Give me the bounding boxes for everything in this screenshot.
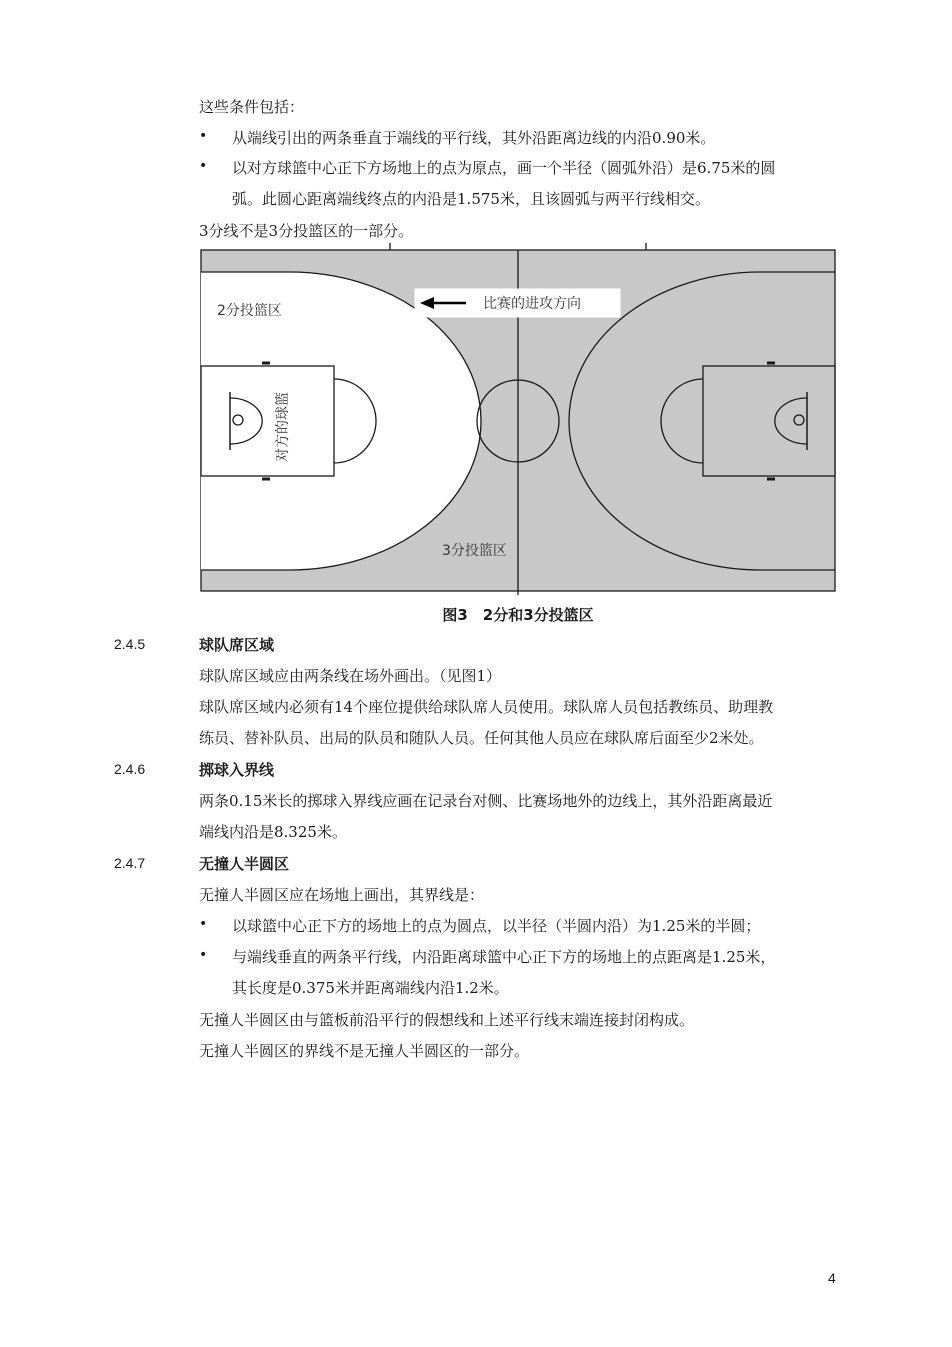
section-title: 球队席区域 (199, 636, 275, 654)
bullet-icon: • (199, 158, 208, 174)
intro-lead: 这些条件包括： (199, 98, 305, 116)
section-number: 2.4.6 (114, 761, 146, 777)
section-title: 无撞人半圆区 (199, 855, 290, 873)
list-item: 与端线垂直的两条平行线，内沿距离球篮中心正下方的场地上的点距离是1.25米， (232, 948, 776, 966)
section-title: 掷球入界线 (199, 761, 275, 779)
paragraph: 两条0.15米长的掷球入界线应画在记录台对侧、比赛场地外的边线上，其外沿距离最近 (199, 792, 773, 810)
right-key (703, 366, 835, 476)
bullet-icon: • (199, 916, 208, 932)
section-number: 2.4.5 (114, 636, 146, 652)
bullet-icon: • (199, 947, 208, 963)
intro-note: 3分线不是3分投篮区的一部分。 (199, 222, 414, 240)
paragraph: 练员、替补队员、出局的队员和随队人员。任何其他人员应在球队席后面至少2米处。 (199, 729, 764, 747)
intro-bullet-1: 从端线引出的两条垂直于端线的平行线，其外沿距离边线的内沿0.90米。 (232, 129, 716, 147)
left-key (201, 366, 334, 476)
intro-bullet-2: 以对方球篮中心正下方场地上的点为原点，画一个半径（圆弧外沿）是6.75米的圆 (232, 159, 776, 177)
page-number: 4 (828, 1270, 836, 1286)
paragraph: 无撞人半圆区的界线不是无撞人半圆区的一部分。 (199, 1042, 530, 1060)
label-three-point-area: 3分投篮区 (442, 543, 507, 559)
court-diagram (190, 240, 840, 600)
section-number: 2.4.7 (114, 855, 146, 871)
label-two-point-area: 2分投篮区 (217, 303, 282, 319)
paragraph: 无撞人半圆区应在场地上画出，其界线是： (199, 886, 485, 904)
figure-caption: 图3 2分和3分投篮区 (442, 606, 594, 624)
intro-bullet-2-cont: 弧。此圆心距离端线终点的内沿是1.575米，且该圆弧与两平行线相交。 (232, 190, 710, 208)
label-opponent-basket: 对方的球篮 (275, 392, 291, 462)
paragraph: 无撞人半圆区由与篮板前沿平行的假想线和上述平行线末端连接封闭构成。 (199, 1011, 695, 1029)
paragraph: 球队席区域应由两条线在场外画出。（见图1） (199, 667, 502, 685)
list-item-cont: 其长度是0.375米并距离端线内沿1.2米。 (232, 979, 509, 997)
paragraph: 球队席区域内必须有14个座位提供给球队席人员使用。球队席人员包括教练员、助理教 (199, 698, 774, 716)
list-item: 以球篮中心正下方的场地上的点为圆点，以半径（半圆内沿）为1.25米的半圆； (232, 917, 761, 935)
paragraph: 端线内沿是8.325米。 (199, 823, 347, 841)
label-attack-direction: 比赛的进攻方向 (483, 296, 581, 312)
bullet-icon: • (199, 128, 208, 144)
